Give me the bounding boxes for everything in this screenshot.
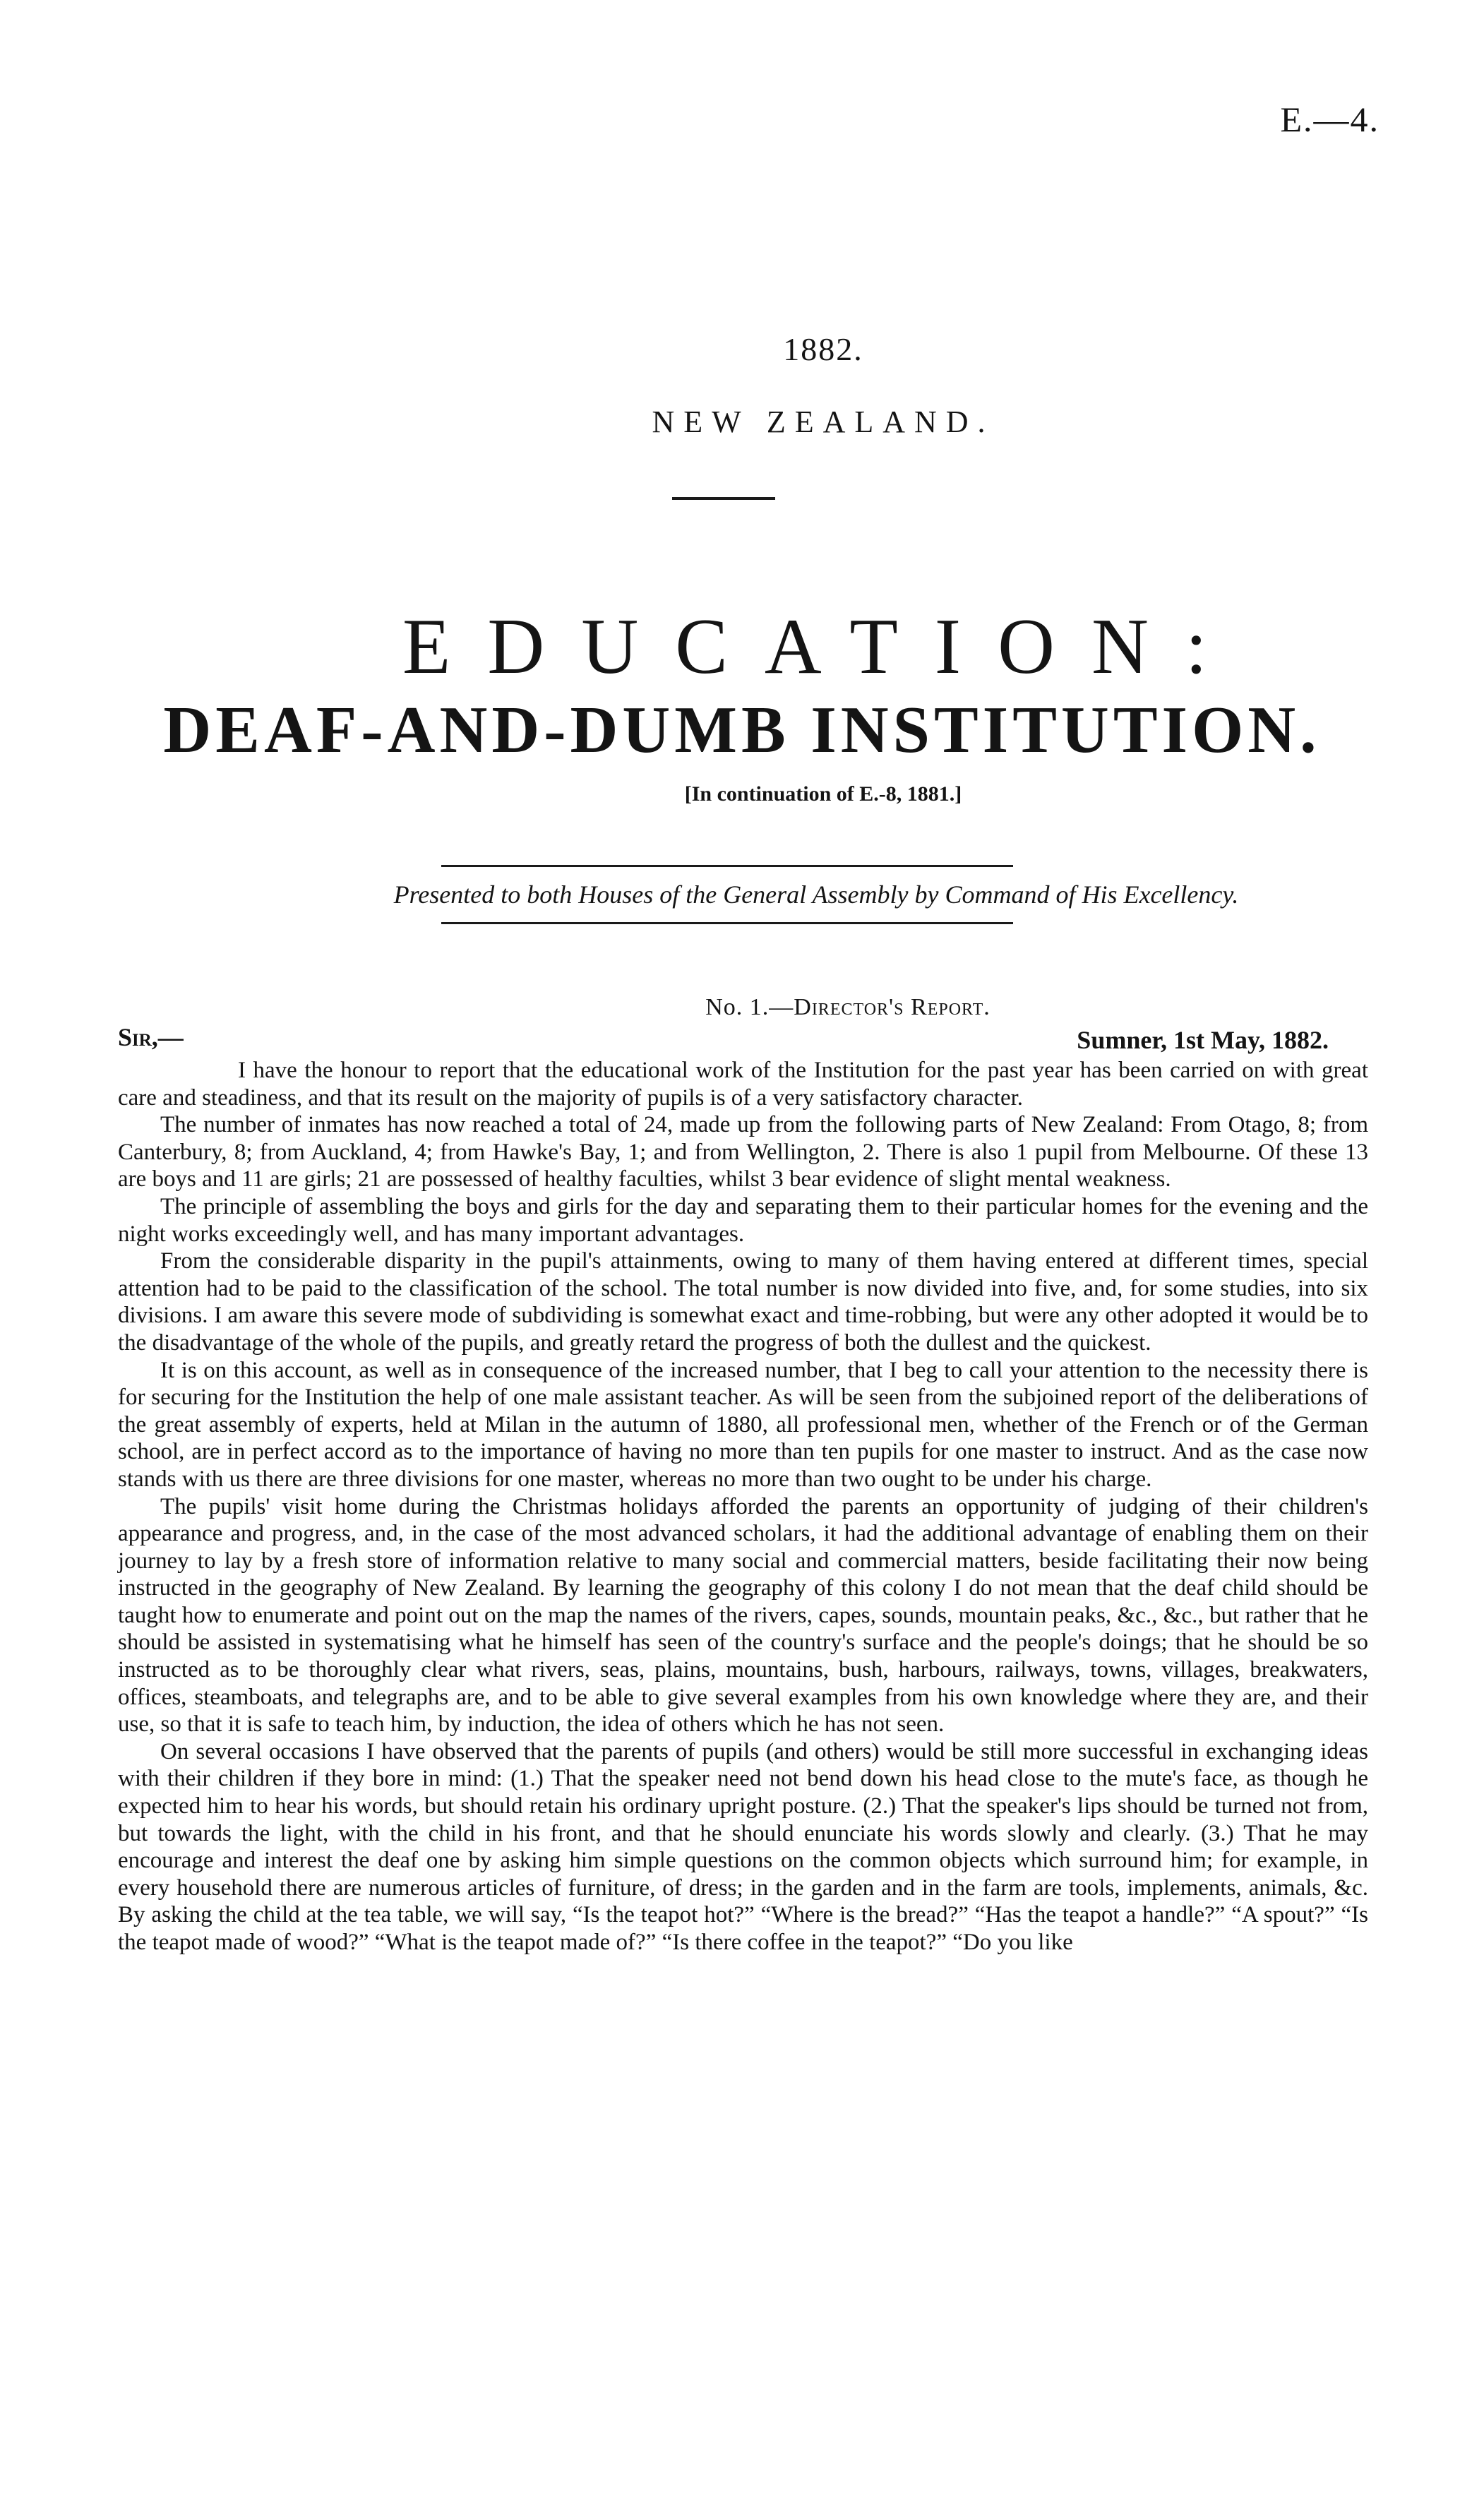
presented-bottom-rule bbox=[441, 922, 1013, 924]
presented-top-rule bbox=[441, 865, 1013, 867]
report-heading bbox=[0, 994, 1484, 1021]
presented-line: Presented to both Houses of the General Assembly by Command of His Excellency. bbox=[393, 880, 1239, 909]
country-heading: NEW ZEALAND. bbox=[652, 405, 995, 439]
document-title-line-1: EDUCATION: bbox=[402, 603, 1244, 690]
paragraph: On several occasions I have observed that the parents of pupils (and others) would be still more successful in exchanging ideas with their children if they bore in mind: (1.) That the speaker need not bend down his head close to the mute's face, as though he expected him to hear his words, but should retain his ordinary upright posture. (2.) That the speaker's lips should be turned not from, but towards the light, with the child in his front, and that he should enunciate his words slowly and clearly. (3.) That he may encourage and interest the deaf one by asking him simple questions on the common objects which surround him; for example, in every household there are numerous articles of furniture, of dress; in the garden and in the farm are tools, implements, animals, &c. By asking the child at the tea table, we will say, “Is the teapot hot?” “Where is the bread?” “Has the teapot a handle?” “A spout?” “Is the teapot made of wood?” “What is the teapot made of?” “Is there coffee in the teapot?” “Do you like bbox=[118, 1738, 1368, 1955]
report-number: No. 1.— bbox=[705, 994, 794, 1020]
report-title: Director's Report. bbox=[794, 994, 991, 1020]
paragraph: The pupils' visit home during the Christmas holidays afforded the parents an opportunity of judging of their children's appearance and progress, and, in the case of the most advanced scholars, it had the additional advantage of enabling them on their journey to lay by a fresh store of information relative to many social and commercial matters, beside facilitating their now being instructed in the geography of New Zealand. By learning the geography of this colony I do not mean that the deaf child should be taught how to enumerate and point out on the map the names of the rivers, capes, sounds, mountain peaks, &c., &c., but rather that he should be assisted in systematising what he himself has seen of the country's surface and the people's doings; that he should be so instructed as to be thoroughly clear what rivers, seas, plains, mountains, bush, harbours, railways, towns, villages, breakwaters, offices, steamboats, and telegraphs are, and to be able to give several examples from his own knowledge where they are, and their use, so that it is safe to teach him, by induction, the idea of others which he has not seen. bbox=[118, 1493, 1368, 1738]
paragraph: From the considerable disparity in the pupil's attainments, owing to many of them having entered at different times, special attention had to be paid to the classification of the school. The total number is now divided into five, and, for some studies, into six divisions. I am aware this severe mode of subdividing is somewhat exact and time-robbing, but were any other adopted it would be to the disadvantage of the whole of the pupils, and greatly retard the progress of both the dullest and the quickest. bbox=[118, 1248, 1368, 1356]
salutation: Sir,— bbox=[118, 1023, 184, 1051]
page-reference: E.—4. bbox=[1280, 100, 1380, 139]
paragraph: The principle of assembling the boys and girls for the day and separating them to their particular homes for the evening and the night works exceedingly well, and has many important advantages. bbox=[118, 1193, 1368, 1247]
document-title-line-2: DEAF-AND-DUMB INSTITUTION. bbox=[163, 693, 1321, 767]
dateline: Sumner, 1st May, 1882. bbox=[1077, 1026, 1329, 1054]
report-body bbox=[118, 1057, 1368, 1956]
report-year: 1882. bbox=[783, 331, 863, 367]
continuation-note: [In continuation of E.-8, 1881.] bbox=[684, 782, 962, 806]
paragraph: I have the honour to report that the educational work of the Institution for the past year has been carried on with great care and steadiness, and that its result on the majority of pupils is of a very satisfactory character. bbox=[118, 1058, 1368, 1111]
paragraph: The number of inmates has now reached a total of 24, made up from the following parts of New Zealand: From Otago, 8; from Canterbury, 8; from Auckland, 4; from Hawke's Bay, 1; and from Wellington, 2. There is also 1 pupil from Melbourne. Of these 13 are boys and 11 are girls; 21 are possessed of healthy faculties, whilst 3 bear evidence of slight mental weakness. bbox=[118, 1112, 1368, 1192]
short-divider-rule bbox=[672, 497, 775, 500]
paragraph: It is on this account, as well as in consequence of the increased number, that I beg to call your attention to the necessity there is for securing for the Institution the help of one male assistant teacher. As will be seen from the subjoined report of the deliberations of the great assembly of experts, held at Milan in the autumn of 1880, all professional men, whether of the French or of the German school, are in perfect accord as to the importance of having no more than ten pupils for one master to instruct. And as the case now stands with us there are three divisions for one master, whereas no more than two ought to be under his charge. bbox=[118, 1357, 1368, 1492]
